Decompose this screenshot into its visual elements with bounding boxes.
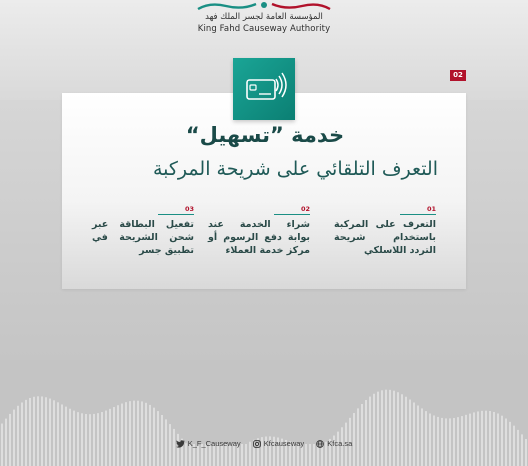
authority-logo [186,0,342,38]
instagram-link[interactable] [253,439,304,448]
instagram-icon [253,440,261,448]
step-3 [92,205,194,257]
twitter-handle: K_F_Causeway [187,438,241,448]
twitter-link[interactable] [176,439,241,448]
step-3-divider [158,214,194,215]
step-1-number: 01 [426,205,436,213]
step-1 [334,205,436,257]
step-2-text: شراء الخدمة عند بوابة دفع الرسوم أو مركز خدمة العملاء [208,219,310,256]
step-1-text: التعرف على المركبة باستخدام شريحة التردد اللاسلكي [334,219,436,256]
step-1-divider [400,214,436,215]
twitter-icon [176,440,185,448]
instagram-handle: Kfcauseway [263,438,305,448]
logo-emblem-icon [190,0,338,10]
step-3-number: 03 [184,205,194,213]
service-subtitle: التعرف التلقائي على شريحة المركبة [152,158,438,180]
step-3-text: تفعيل البطاقة عبر شحن الشريحة في تطبيق جسر [92,219,194,256]
step-2-divider [274,214,310,215]
website-url: Kfca.sa [327,438,353,448]
logo-english-text: King Fahd Causeway Authority [197,24,331,34]
card-nfc-icon [233,58,295,120]
service-icon-tile [233,58,295,120]
page-number-badge: 02 [450,70,466,81]
step-2 [208,205,310,257]
logo-arabic-text: المؤسسة العامة لجسر الملك فهد [205,12,323,22]
step-2-number: 02 [300,205,310,213]
service-title: خدمة ”تسهيل“ [185,123,345,147]
footer-social-bar [0,438,528,452]
website-link[interactable] [316,439,352,448]
globe-icon [316,440,324,448]
